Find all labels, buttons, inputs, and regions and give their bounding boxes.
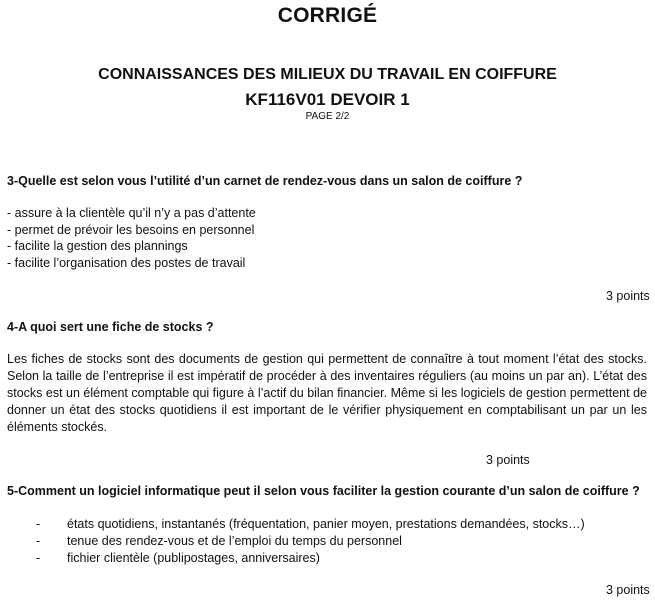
course-title: CONNAISSANCES DES MILIEUX DU TRAVAIL EN COIFFURE: [98, 66, 557, 83]
question-4-answer: Les fiches de stocks sont des documents de gestion qui permettent de connaître à tout moment l’état des stocks. Selon la taille de l’entreprise il est impératif de procéder à des inventaires réguliers (au moins un par an). L’état des stocks est un élément comptable qui figure à l’actif du bilan financier. Même si les logiciels de gestion permettent de donner un état des stocks quotidiens il est important de le vérifier physiquement en comptabilisant un par un les éléments stockés.: [7, 352, 647, 434]
list-item: - facilite l’organisation des postes de travail: [7, 255, 256, 272]
list-item: - facilite la gestion des plannings: [7, 238, 256, 255]
list-item: - tenue des rendez-vous et de l’emploi du temps du personnel: [36, 533, 585, 550]
question-3-points: 3 points: [606, 289, 650, 303]
question-5-title: 5-Comment un logiciel informatique peut il selon vous faciliter la gestion courante d’un salon de coiffure ?: [7, 484, 640, 498]
question-5-points: 3 points: [606, 583, 650, 597]
question-3-answers: [7, 205, 256, 271]
list-item: - assure à la clientèle qu’il n’y a pas d’attente: [7, 205, 256, 222]
list-item: - permet de prévoir les besoins en personnel: [7, 222, 256, 239]
assignment-code: KF116V01 DEVOIR 1: [245, 90, 410, 109]
question-4-title: 4-A quoi sert une fiche de stocks ?: [7, 320, 214, 334]
question-5-answers: [36, 516, 585, 567]
list-item: - fichier clientèle (publipostages, anniversaires): [36, 550, 585, 567]
page-number: PAGE 2/2: [305, 111, 350, 122]
list-item: - états quotidiens, instantanés (fréquentation, panier moyen, prestations demandées, stocks…): [36, 516, 585, 533]
document-title: CORRIGÉ: [277, 4, 378, 27]
question-3-title: 3-Quelle est selon vous l’utilité d’un carnet de rendez-vous dans un salon de coiffure ?: [7, 174, 523, 188]
question-4-points: 3 points: [486, 453, 530, 467]
